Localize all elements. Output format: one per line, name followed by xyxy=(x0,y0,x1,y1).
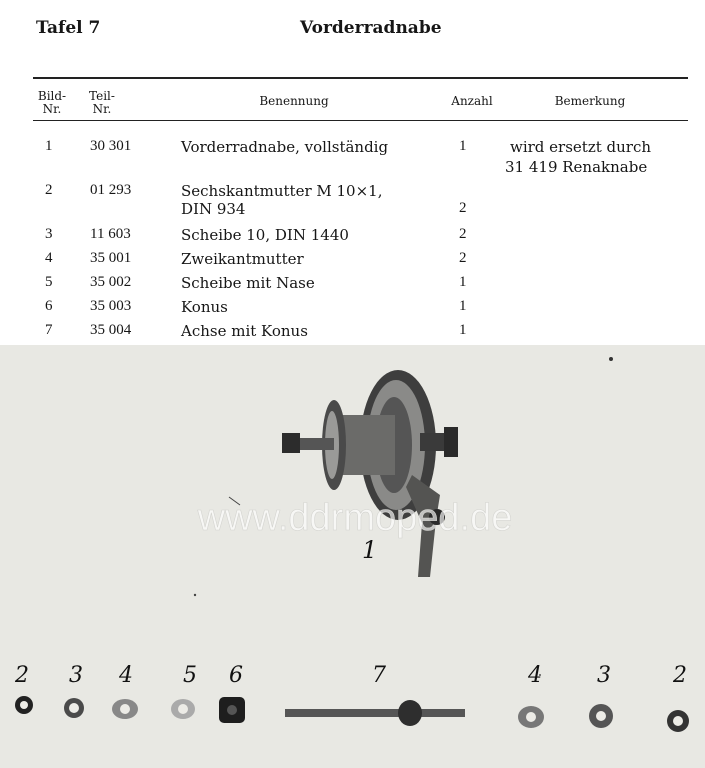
part-2-nut xyxy=(15,696,33,714)
col-header-benennung: Benennung xyxy=(259,94,329,108)
row-teil-nr: 11 603 xyxy=(90,226,131,242)
header-rule xyxy=(33,120,688,121)
part-3-washer-right xyxy=(589,704,613,728)
part-callout-label: 7 xyxy=(372,663,386,688)
row-benennung: Zweikantmutter xyxy=(181,250,304,268)
row-bild-nr: 6 xyxy=(45,298,53,314)
row-teil-nr: 35 002 xyxy=(90,274,132,290)
watermark: www.ddrmoped.de xyxy=(197,497,513,539)
row-anzahl: 1 xyxy=(459,138,467,154)
part-callout-label: 3 xyxy=(69,663,83,688)
row-teil-nr: 30 301 xyxy=(90,138,132,154)
col-header-bild-nr-line2: Nr. xyxy=(42,102,62,116)
row-teil-nr: 35 003 xyxy=(90,298,132,314)
row-benennung: Konus xyxy=(181,298,228,316)
part-2-nut-right xyxy=(667,710,689,732)
row-benennung: Scheibe mit Nase xyxy=(181,274,315,292)
part-callout-label: 4 xyxy=(119,663,133,688)
part-callout-label: 6 xyxy=(229,663,243,688)
row-teil-nr: 35 001 xyxy=(90,250,132,266)
row-anzahl: 1 xyxy=(459,298,467,314)
row-bild-nr: 5 xyxy=(45,274,53,290)
part-callout-label: 3 xyxy=(597,663,611,688)
part-callout-label: 5 xyxy=(183,663,197,688)
row-bemerkung: 31 419 Renaknabe xyxy=(505,158,648,176)
col-header-anzahl: Anzahl xyxy=(451,94,493,108)
col-header-bild-nr-line1: Bild- xyxy=(37,89,67,103)
row-bild-nr: 1 xyxy=(45,138,53,154)
part-6-cone xyxy=(219,697,245,723)
hub-callout-label: 1 xyxy=(362,536,378,564)
row-benennung: Scheibe 10, DIN 1440 xyxy=(181,226,349,244)
part-4-nut-right xyxy=(518,706,544,728)
part-callout-label: 2 xyxy=(15,663,29,688)
part-5-washer xyxy=(171,699,195,719)
row-anzahl: 2 xyxy=(459,226,467,242)
row-bild-nr: 4 xyxy=(45,250,53,266)
row-benennung: Achse mit Konus xyxy=(181,322,308,340)
exploded-view-photo xyxy=(0,345,705,768)
row-benennung: DIN 934 xyxy=(181,200,246,218)
row-anzahl: 1 xyxy=(459,322,467,338)
row-anzahl: 2 xyxy=(459,250,467,266)
row-teil-nr: 35 004 xyxy=(90,322,132,338)
part-3-washer xyxy=(64,698,84,718)
row-benennung: Vorderradnabe, vollständig xyxy=(181,138,389,156)
col-header-teil-nr-line1: Teil- xyxy=(89,89,115,103)
part-4-nut xyxy=(112,699,138,719)
row-benennung: Sechskantmutter M 10×1, xyxy=(181,182,383,200)
row-bild-nr: 2 xyxy=(45,182,53,198)
part-callout-label: 2 xyxy=(673,663,687,688)
col-header-teil-nr xyxy=(82,90,122,116)
part-callout-label: 4 xyxy=(528,663,542,688)
table-top-rule xyxy=(33,77,688,79)
col-header-teil-nr-line2: Nr. xyxy=(92,102,112,116)
row-anzahl: 1 xyxy=(459,274,467,290)
col-header-bemerkung: Bemerkung xyxy=(554,94,626,108)
plate-number: Tafel 7 xyxy=(36,18,101,38)
row-bemerkung: wird ersetzt durch xyxy=(510,138,652,156)
row-anzahl: 2 xyxy=(459,200,467,216)
row-teil-nr: 01 293 xyxy=(90,182,132,198)
row-bild-nr: 7 xyxy=(45,322,53,338)
page-title: Vorderradnabe xyxy=(300,18,442,38)
col-header-bild-nr xyxy=(34,90,70,116)
row-bild-nr: 3 xyxy=(45,226,53,242)
